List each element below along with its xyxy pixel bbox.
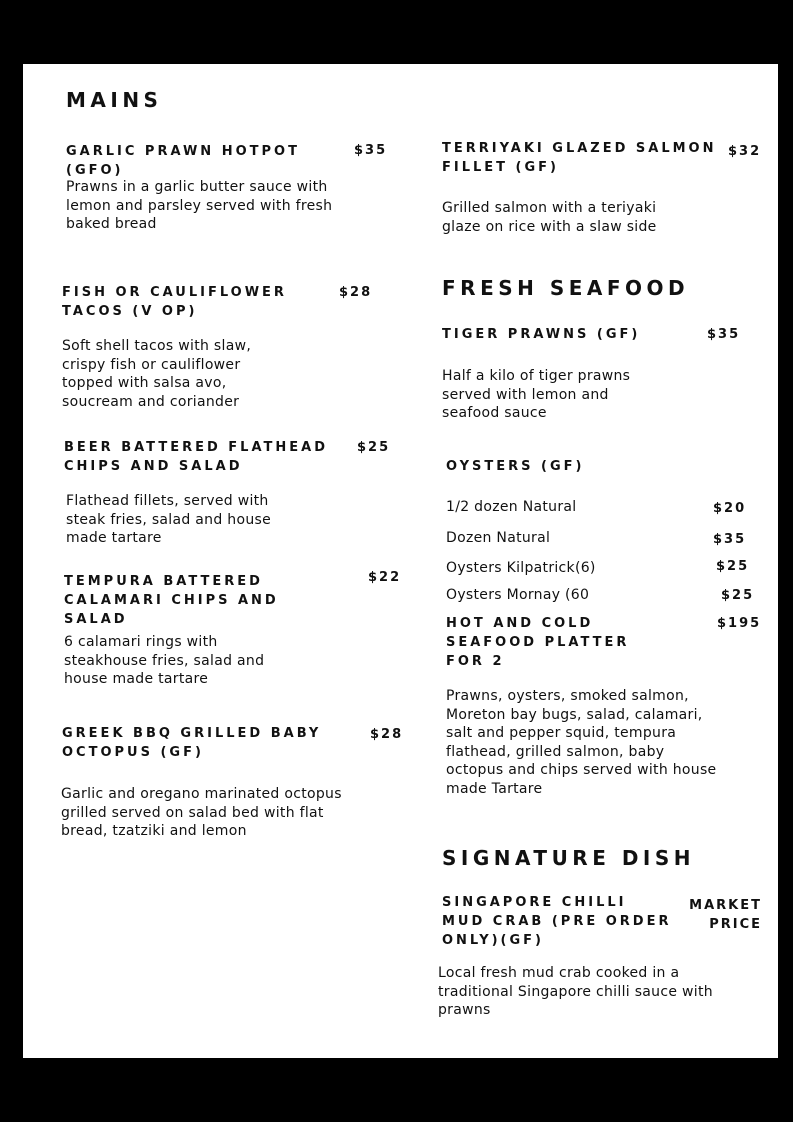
menu-item-name: OYSTERS (GF) (446, 459, 585, 474)
signature-dish-title: SIGNATURE DISH (442, 846, 696, 870)
mains-title: MAINS (66, 88, 163, 112)
menu-item-price: $35 (354, 143, 388, 158)
menu-item-name: TIGER PRAWNS (GF) (442, 327, 641, 342)
oyster-option-price: $20 (713, 501, 747, 516)
menu-item-description: Prawns, oysters, smoked salmon, Moreton bay bugs, salad, calamari, salt and pepper squid, tempura flathead, grilled salmon, baby octopus and chips served with house made Tartare (446, 688, 717, 797)
menu-item-description: Flathead fillets, served with steak fries, salad and house made tartare (66, 493, 272, 546)
menu-item-price: MARKET PRICE (689, 898, 762, 932)
menu-item-name: TERRIYAKI GLAZED SALMON FILLET (GF) (442, 141, 717, 175)
oyster-option-label: 1/2 dozen Natural (446, 499, 577, 515)
oyster-option-price: $25 (721, 588, 755, 603)
menu-item-description: Grilled salmon with a teriyaki glaze on rice with a slaw side (442, 200, 657, 235)
menu-item-description: Prawns in a garlic butter sauce with lemon and parsley served with fresh baked bread (66, 179, 333, 232)
oyster-option-label: Oysters Kilpatrick(6) (446, 560, 596, 576)
menu-item-name: GARLIC PRAWN HOTPOT (GFO) (66, 144, 300, 178)
menu-item-name: FISH OR CAULIFLOWER TACOS (V OP) (62, 285, 287, 319)
oyster-option-label: Oysters Mornay (60 (446, 587, 590, 603)
menu-item-price: $28 (339, 285, 373, 300)
menu-item-description: Half a kilo of tiger prawns served with lemon and seafood sauce (442, 368, 631, 421)
menu-item-description: Soft shell tacos with slaw, crispy fish or cauliflower topped with salsa avo, soucream and coriander (62, 338, 252, 410)
menu-item-name: HOT AND COLD SEAFOOD PLATTER FOR 2 (446, 616, 630, 669)
menu-item-price: $25 (357, 440, 391, 455)
menu-item-name: BEER BATTERED FLATHEAD CHIPS AND SALAD (64, 440, 328, 474)
oyster-option-label: Dozen Natural (446, 530, 551, 546)
fresh-seafood-title: FRESH SEAFOOD (442, 276, 690, 300)
menu-item-price: $22 (368, 570, 402, 585)
oyster-option-price: $25 (716, 559, 750, 574)
menu-item-price: $195 (717, 616, 762, 631)
menu-item-name: GREEK BBQ GRILLED BABY OCTOPUS (GF) (62, 726, 322, 760)
menu-item-description: Garlic and oregano marinated octopus grilled served on salad bed with flat bread, tzatziki and lemon (61, 786, 342, 839)
menu-item-price: $35 (707, 327, 741, 342)
menu-item-name: TEMPURA BATTERED CALAMARI CHIPS AND SALAD (64, 574, 279, 627)
menu-item-name: SINGAPORE CHILLI MUD CRAB (PRE ORDER ONLY)(GF) (442, 895, 672, 948)
menu-item-description: Local fresh mud crab cooked in a traditional Singapore chilli sauce with prawns (438, 965, 713, 1018)
menu-item-description: 6 calamari rings with steakhouse fries, salad and house made tartare (64, 634, 265, 687)
menu-item-price: $32 (728, 144, 762, 159)
menu-item-price: $28 (370, 727, 404, 742)
oyster-option-price: $35 (713, 532, 747, 547)
